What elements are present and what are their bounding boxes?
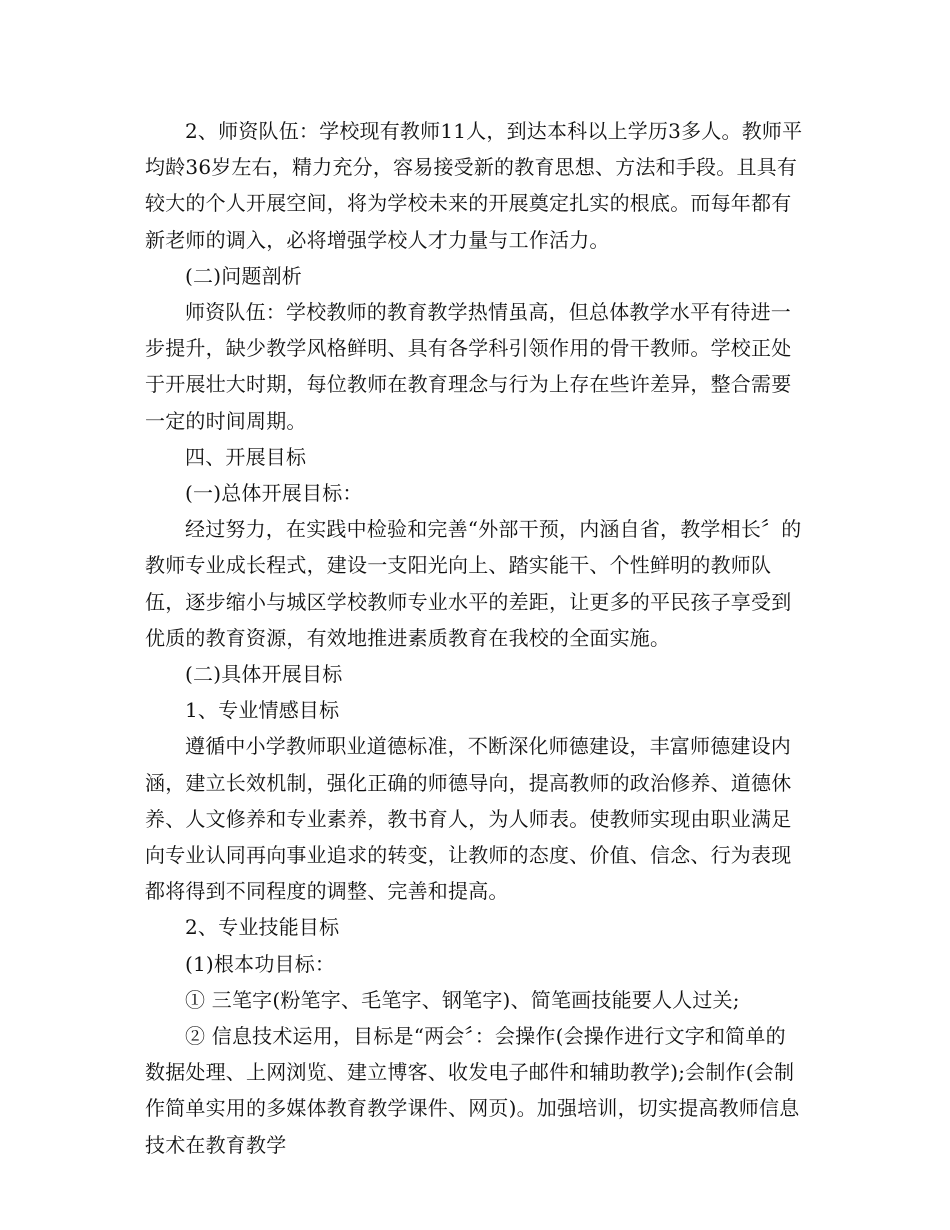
document-body	[145, 113, 805, 1163]
paragraph-professional-emotion: 遵循中小学教师职业道德标准，不断深化师德建设，丰富师德建设内涵，建立长效机制，强化正确的师德导向，提高教师的政治修养、道德休养、人文修养和专业素养，教书育人，为人师表。使教师实现由职业满足向专业认同再向事业追求的转变，让教师的态度、价值、信念、行为表现都将得到不同程度的调整、完善和提高。	[145, 734, 792, 904]
list-item-it-application: ② 信息技术运用，目标是“两会〞：会操作(会操作进行文字和简单的数据处理、上网浏览、建立博客、收发电子邮件和辅助教学);会制作(会制作简单实用的多媒体教育教学课件、网页)。加强培训，切实提高教师信息技术在教育教学	[145, 1024, 800, 1157]
heading-professional-skills: 2、专业技能目标	[185, 915, 340, 940]
heading-professional-emotion: 1、专业情感目标	[185, 698, 340, 723]
heading-problem-analysis: (二)问题剖析	[185, 263, 303, 288]
heading-specific-goals: (二)具体开展目标	[185, 662, 343, 687]
list-item-three-writing-skills: ① 三笔字(粉笔字、毛笔字、钢笔字)、简笔画技能要人人过关;	[185, 987, 740, 1012]
paragraph-overall-goals: 经过努力，在实践中检验和完善“外部干预，内涵自省，教学相长〞的教师专业成长程式，建设一支阳光向上、踏实能干、个性鲜明的教师队伍，逐步缩小与城区学校教师专业水平的差距，让更多的平民孩子享受到优质的教育资源，有效地推进素质教育在我校的全面实施。	[145, 517, 802, 650]
paragraph-teacher-team: 2、师资队伍：学校现有教师11人，到达本科以上学历3多人。教师平均龄36岁左右，精力充分，容易接受新的教育思想、方法和手段。且具有较大的个人开展空间，将为学校未来的开展奠定扎实的根底。而每年都有新老师的调入，必将增强学校人才力量与工作活力。	[145, 119, 803, 252]
paragraph-problem-analysis: 师资队伍：学校教师的教育教学热情虽高，但总体教学水平有待进一步提升，缺少教学风格鲜明、具有各学科引领作用的骨干教师。学校正处于开展壮大时期，每位教师在教育理念与行为上存在些许差异，整合需要一定的时间周期。	[145, 300, 792, 433]
heading-development-goals: 四、开展目标	[185, 444, 307, 469]
heading-overall-goals: (一)总体开展目标：	[185, 481, 363, 506]
heading-basic-skills: (1)根本功目标：	[185, 951, 336, 976]
